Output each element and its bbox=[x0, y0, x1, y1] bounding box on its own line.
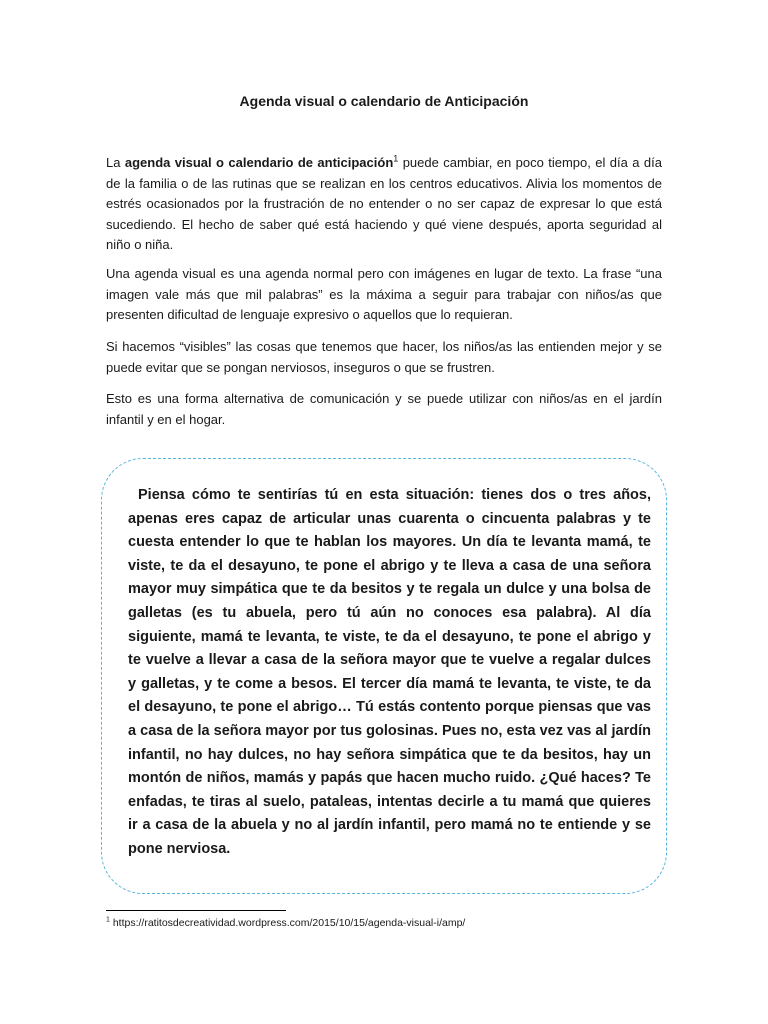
footnote-divider bbox=[106, 910, 286, 911]
footnote-ref: 1 bbox=[393, 153, 399, 164]
footnote bbox=[106, 917, 465, 929]
document-title: Agenda visual o calendario de Anticipación bbox=[239, 93, 529, 109]
footnote-number: 1 bbox=[106, 916, 110, 924]
intro-lead: La bbox=[106, 155, 125, 170]
intro-bold-term: agenda visual o calendario de anticipación bbox=[124, 155, 394, 170]
paragraph-visual-agenda: Una agenda visual es una agenda normal pero con imágenes en lugar de texto. La frase “una imagen vale más que mil palabras” es la máxima a seguir para trabajar con niños/as que presenten dificultad de lenguaje expresivo o aquellos que lo requieran. bbox=[106, 266, 662, 322]
intro-rest: puede cambiar, en poco tiempo, el día a día de la familia o de las rutinas que se realizan en los centros educativos. Alivia los momentos de estrés ocasionados por la frustración de no entender o no ser capaz de expresar lo que está sucediendo. El hecho de saber qué está haciendo y qué viene después, aporta seguridad al niño o niña. bbox=[106, 155, 662, 252]
paragraph-intro bbox=[106, 153, 662, 256]
paragraph-visible-things: Si hacemos “visibles” las cosas que tenemos que hacer, los niños/as las entienden mejor y se puede evitar que se pongan nerviosos, inseguros o que se frustren. bbox=[106, 339, 662, 375]
footnote-url[interactable]: https://ratitosdecreatividad.wordpress.com/2015/10/15/agenda-visual-i/amp/ bbox=[112, 917, 466, 929]
paragraph-alternative-communication: Esto es una forma alternativa de comunicación y se puede utilizar con niños/as en el jardín infantil y en el hogar. bbox=[106, 391, 662, 427]
callout-text: Piensa cómo te sentirías tú en esta situación: tienes dos o tres años, apenas eres capaz de articular unas cuarenta o cincuenta palabras y te cuesta entender lo que te hablan los mayores. Un día te levanta mamá, te viste, te da el desayuno, te pone el abrigo y te lleva a casa de una señora mayor muy simpática que te da besitos y te regala un dulce y una bolsa de galletas (es tu abuela, pero tú aún no conoces esa palabra). Al día siguiente, mamá te levanta, te viste, te da el desayuno, te pone el abrigo y te vuelve a llevar a casa de la señora mayor que te vuelve a regalar dulces y galletas, y te come a besos. El tercer día mamá te levanta, te viste, te da el desayuno, te pone el abrigo… Tú estás contento porque piensas que vas a casa de la señora mayor por tus golosinas. Pues no, esta vez vas al jardín infantil, no hay dulces, no hay señora simpática que te da besitos, hay un montón de niños, mamás y papás que hacen mucho ruido. ¿Qué haces? Te enfadas, te tiras al suelo, pataleas, intentas decirle a tu mamá que quieres ir a casa de la abuela y no al jardín infantil, pero mamá no te entiende y se pone nerviosa. bbox=[128, 487, 651, 857]
